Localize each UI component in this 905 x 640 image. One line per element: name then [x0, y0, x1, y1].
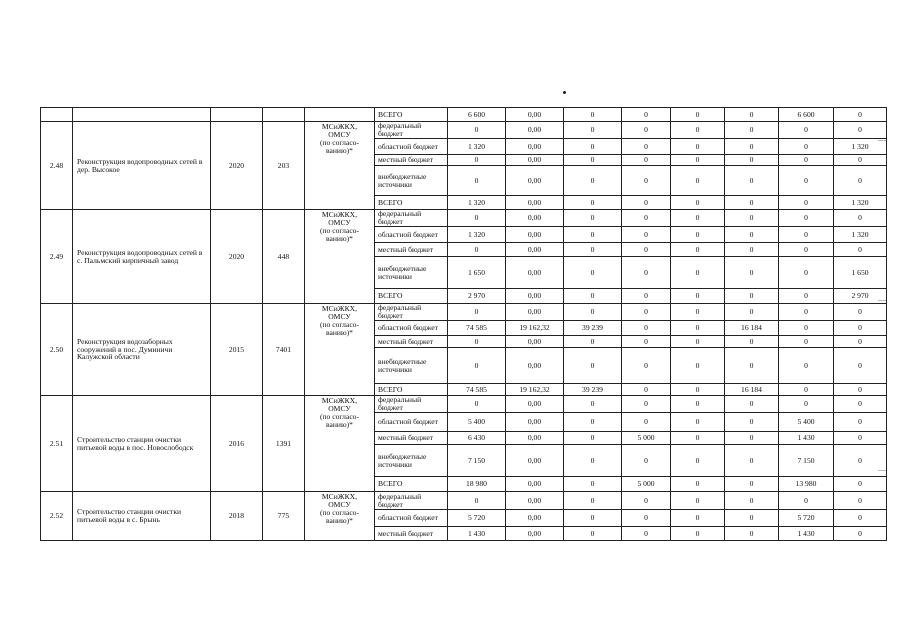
- project-name: Реконструкция водозаборных сооружений в пос. Думиничи Калужской области: [73, 304, 211, 396]
- value-cell: 0: [834, 304, 887, 321]
- value-cell: 0: [779, 492, 834, 510]
- value-cell: 0: [725, 257, 779, 289]
- funding-source: областной бюджет: [375, 139, 448, 155]
- value-cell: 0: [779, 257, 834, 289]
- value-cell: 0: [622, 289, 671, 304]
- value-cell: 0,00: [506, 243, 564, 257]
- value-cell: 5 720: [448, 510, 506, 527]
- value-cell: 0: [622, 122, 671, 139]
- value-cell: 0: [725, 166, 779, 196]
- value-cell: 0: [564, 510, 622, 527]
- value-cell: 0: [622, 196, 671, 210]
- value-cell: 0: [671, 336, 725, 348]
- value-cell: 0: [779, 155, 834, 166]
- value-cell: 0: [834, 413, 887, 432]
- value-cell: 0: [671, 243, 725, 257]
- funding-source: федеральный бюджет: [375, 304, 448, 321]
- value-cell: 0: [448, 122, 506, 139]
- value-cell: 0,00: [506, 432, 564, 445]
- value-cell: 0: [834, 510, 887, 527]
- value-cell: 0: [622, 445, 671, 477]
- value-cell: 74 585: [448, 321, 506, 336]
- project-name: Строительство станции очистки питьевой воды в пос. Новослободск: [73, 396, 211, 492]
- value-cell: 0: [671, 122, 725, 139]
- value-cell: 0: [834, 527, 887, 541]
- value-cell: 0: [725, 492, 779, 510]
- project-capacity: 775: [263, 492, 305, 541]
- value-cell: 0,00: [506, 477, 564, 492]
- value-cell: 0: [671, 432, 725, 445]
- value-cell: 0,00: [506, 210, 564, 227]
- value-cell: 0: [779, 243, 834, 257]
- value-cell: 1 320: [834, 196, 887, 210]
- value-cell: 0: [834, 492, 887, 510]
- empty-cell: [73, 108, 211, 122]
- value-cell: 0: [725, 396, 779, 413]
- executor-line: МСиЖКХ,: [321, 396, 358, 405]
- value-cell: 0: [622, 243, 671, 257]
- value-cell: 0,00: [506, 510, 564, 527]
- executor-line: ОМСУ: [328, 311, 351, 321]
- value-cell: 0: [671, 227, 725, 243]
- value-cell: 0: [725, 527, 779, 541]
- value-cell: 0: [834, 348, 887, 384]
- project-number: 2.52: [41, 492, 73, 541]
- executor-line: МСиЖКХ,: [321, 210, 358, 219]
- value-cell: 0: [448, 166, 506, 196]
- value-cell: 0: [448, 336, 506, 348]
- empty-cell: [263, 108, 305, 122]
- value-cell: 0: [671, 396, 725, 413]
- project-executor: [305, 492, 375, 541]
- value-cell: 0: [725, 289, 779, 304]
- value-cell: 0: [779, 384, 834, 396]
- value-cell: 1 320: [448, 227, 506, 243]
- project-year: 2020: [211, 210, 263, 304]
- value-cell: 2 970: [834, 289, 887, 304]
- value-cell: 0,00: [506, 527, 564, 541]
- value-cell: 0: [564, 243, 622, 257]
- value-cell: 0: [622, 304, 671, 321]
- value-cell: 0: [834, 166, 887, 196]
- value-cell: 0: [779, 210, 834, 227]
- funding-source: внебюджетные источники: [375, 445, 448, 477]
- project-executor: [305, 304, 375, 396]
- value-cell: 0: [622, 492, 671, 510]
- budget-table: [40, 107, 887, 541]
- executor-line: ОМСУ: [328, 499, 351, 509]
- value-cell: 0: [448, 492, 506, 510]
- value-cell: 0: [564, 492, 622, 510]
- project-executor: [305, 396, 375, 492]
- executor-line: (по согласо-: [319, 411, 360, 421]
- value-cell: 0: [622, 210, 671, 227]
- value-cell: 0: [564, 257, 622, 289]
- project-name: Строительство станции очистки питьевой воды в с. Брынь: [73, 492, 211, 541]
- value-cell: 0: [622, 396, 671, 413]
- value-cell: 0: [671, 257, 725, 289]
- value-cell: 0: [725, 336, 779, 348]
- value-cell: 0,00: [506, 304, 564, 321]
- value-cell: 1 320: [834, 139, 887, 155]
- value-cell: 0: [671, 321, 725, 336]
- value-cell: 0,00: [506, 166, 564, 196]
- value-cell: 0: [834, 155, 887, 166]
- value-cell: 0: [671, 348, 725, 384]
- value-cell: 0: [725, 477, 779, 492]
- scan-speck: [563, 91, 566, 94]
- value-cell: 0: [725, 108, 779, 122]
- value-cell: 1 320: [448, 139, 506, 155]
- value-cell: 0: [725, 122, 779, 139]
- value-cell: 0: [671, 384, 725, 396]
- value-cell: 0: [671, 492, 725, 510]
- value-cell: 0,00: [506, 396, 564, 413]
- value-cell: 0,00: [506, 155, 564, 166]
- value-cell: 0,00: [506, 108, 564, 122]
- project-number: 2.49: [41, 210, 73, 304]
- funding-source: областной бюджет: [375, 321, 448, 336]
- value-cell: 0: [671, 304, 725, 321]
- value-cell: 0: [564, 227, 622, 243]
- value-cell: 0: [448, 155, 506, 166]
- value-cell: 1 430: [779, 432, 834, 445]
- executor-line: ОМСУ: [328, 217, 351, 227]
- value-cell: 0: [448, 243, 506, 257]
- value-cell: 0: [564, 445, 622, 477]
- funding-source: федеральный бюджет: [375, 122, 448, 139]
- value-cell: 2 970: [448, 289, 506, 304]
- value-cell: 0: [564, 348, 622, 384]
- value-cell: 0: [622, 155, 671, 166]
- executor-line: (по согласо-: [319, 507, 360, 517]
- value-cell: 16 184: [725, 321, 779, 336]
- value-cell: 0: [725, 432, 779, 445]
- value-cell: 0: [834, 321, 887, 336]
- value-cell: 0,00: [506, 257, 564, 289]
- value-cell: 0,00: [506, 336, 564, 348]
- value-cell: 0: [564, 304, 622, 321]
- value-cell: 0: [725, 243, 779, 257]
- value-cell: 0: [834, 210, 887, 227]
- project-name: Реконструкция водопроводных сетей в с. Пальмский кирпичный завод: [73, 210, 211, 304]
- value-cell: 0: [779, 348, 834, 384]
- funding-source: федеральный бюджет: [375, 210, 448, 227]
- table-row: [41, 122, 887, 139]
- value-cell: 0: [779, 336, 834, 348]
- project-capacity: 1391: [263, 396, 305, 492]
- funding-source: внебюджетные источники: [375, 257, 448, 289]
- value-cell: 0: [779, 166, 834, 196]
- value-cell: 0: [779, 304, 834, 321]
- value-cell: 0: [834, 243, 887, 257]
- value-cell: 0,00: [506, 348, 564, 384]
- value-cell: 19 162,32: [506, 321, 564, 336]
- value-cell: 6 430: [448, 432, 506, 445]
- value-cell: 5 000: [622, 477, 671, 492]
- value-cell: 0: [671, 166, 725, 196]
- value-cell: 5 400: [448, 413, 506, 432]
- project-capacity: 7401: [263, 304, 305, 396]
- executor-line: ванию)*: [326, 145, 353, 155]
- value-cell: 0: [779, 396, 834, 413]
- value-cell: 1 650: [448, 257, 506, 289]
- project-year: 2015: [211, 304, 263, 396]
- value-cell: 0: [834, 396, 887, 413]
- value-cell: 0: [834, 445, 887, 477]
- value-cell: 0,00: [506, 122, 564, 139]
- funding-source: ВСЕГО: [375, 477, 448, 492]
- value-cell: 0: [671, 139, 725, 155]
- value-cell: 0: [622, 413, 671, 432]
- value-cell: 18 980: [448, 477, 506, 492]
- value-cell: 0: [622, 527, 671, 541]
- value-cell: 0: [622, 336, 671, 348]
- value-cell: 0: [725, 445, 779, 477]
- value-cell: 0: [564, 196, 622, 210]
- value-cell: 0: [725, 227, 779, 243]
- table-row: [41, 210, 887, 227]
- value-cell: 0: [779, 321, 834, 336]
- value-cell: 0,00: [506, 445, 564, 477]
- funding-source: внебюджетные источники: [375, 348, 448, 384]
- executor-line: (по согласо-: [319, 319, 360, 329]
- value-cell: 0,00: [506, 413, 564, 432]
- funding-source: ВСЕГО: [375, 384, 448, 396]
- value-cell: 0: [564, 527, 622, 541]
- funding-source: ВСЕГО: [375, 196, 448, 210]
- value-cell: 0: [834, 122, 887, 139]
- value-cell: 0: [671, 477, 725, 492]
- value-cell: 0: [448, 304, 506, 321]
- value-cell: 0: [564, 122, 622, 139]
- value-cell: 1 320: [448, 196, 506, 210]
- value-cell: 0: [622, 348, 671, 384]
- executor-line: ОМСУ: [328, 403, 351, 413]
- project-year: 2018: [211, 492, 263, 541]
- value-cell: 6 600: [779, 108, 834, 122]
- value-cell: 0: [779, 196, 834, 210]
- table-row: [41, 396, 887, 413]
- value-cell: 1 430: [448, 527, 506, 541]
- funding-source: местный бюджет: [375, 336, 448, 348]
- value-cell: 0: [622, 384, 671, 396]
- value-cell: 1 650: [834, 257, 887, 289]
- value-cell: 5 400: [779, 413, 834, 432]
- executor-line: ванию)*: [326, 515, 353, 525]
- value-cell: 0: [564, 396, 622, 413]
- project-capacity: 448: [263, 210, 305, 304]
- value-cell: 0,00: [506, 492, 564, 510]
- value-cell: 0: [671, 413, 725, 432]
- project-name: Реконструкция водопроводных сетей в дер. Высокое: [73, 122, 211, 210]
- value-cell: 0: [834, 336, 887, 348]
- funding-source: ВСЕГО: [375, 289, 448, 304]
- executor-line: МСиЖКХ,: [321, 122, 358, 131]
- value-cell: 0: [725, 196, 779, 210]
- value-cell: 16 184: [725, 384, 779, 396]
- funding-source: областной бюджет: [375, 510, 448, 527]
- value-cell: 0: [779, 122, 834, 139]
- value-cell: 39 239: [564, 321, 622, 336]
- value-cell: 0: [725, 304, 779, 321]
- funding-source: федеральный бюджет: [375, 396, 448, 413]
- value-cell: 0: [564, 166, 622, 196]
- funding-source: внебюджетные источники: [375, 166, 448, 196]
- table-row: [41, 492, 887, 510]
- value-cell: 0: [725, 413, 779, 432]
- executor-line: МСиЖКХ,: [321, 304, 358, 313]
- funding-source: ВСЕГО: [375, 108, 448, 122]
- value-cell: 19 162,32: [506, 384, 564, 396]
- funding-source: федеральный бюджет: [375, 492, 448, 510]
- value-cell: 0: [725, 155, 779, 166]
- project-year: 2016: [211, 396, 263, 492]
- value-cell: 1 430: [779, 527, 834, 541]
- value-cell: 0,00: [506, 227, 564, 243]
- value-cell: 0: [834, 432, 887, 445]
- value-cell: 0: [834, 384, 887, 396]
- value-cell: 0: [725, 510, 779, 527]
- value-cell: 0: [622, 257, 671, 289]
- value-cell: 13 980: [779, 477, 834, 492]
- value-cell: 7 150: [779, 445, 834, 477]
- value-cell: 0: [671, 210, 725, 227]
- executor-line: МСиЖКХ,: [321, 492, 358, 501]
- value-cell: 0: [564, 432, 622, 445]
- value-cell: 7 150: [448, 445, 506, 477]
- value-cell: 0: [671, 108, 725, 122]
- value-cell: 0: [622, 321, 671, 336]
- value-cell: 0: [725, 348, 779, 384]
- table-row: [41, 304, 887, 321]
- value-cell: 0: [564, 155, 622, 166]
- value-cell: 0: [671, 155, 725, 166]
- value-cell: 0: [564, 289, 622, 304]
- funding-source: местный бюджет: [375, 243, 448, 257]
- value-cell: 0: [564, 210, 622, 227]
- value-cell: 74 585: [448, 384, 506, 396]
- value-cell: 0: [448, 210, 506, 227]
- value-cell: 0: [671, 445, 725, 477]
- value-cell: 0: [622, 510, 671, 527]
- value-cell: 0: [725, 210, 779, 227]
- value-cell: 0: [671, 527, 725, 541]
- value-cell: 5 000: [622, 432, 671, 445]
- executor-line: ванию)*: [326, 327, 353, 337]
- value-cell: 0: [622, 166, 671, 196]
- value-cell: 0: [564, 413, 622, 432]
- value-cell: 0: [564, 336, 622, 348]
- empty-cell: [41, 108, 73, 122]
- executor-line: (по согласо-: [319, 137, 360, 147]
- empty-cell: [305, 108, 375, 122]
- executor-line: ванию)*: [326, 233, 353, 243]
- funding-source: местный бюджет: [375, 432, 448, 445]
- value-cell: 0: [671, 289, 725, 304]
- value-cell: 0,00: [506, 139, 564, 155]
- value-cell: 0: [834, 477, 887, 492]
- project-executor: [305, 122, 375, 210]
- value-cell: 0: [564, 108, 622, 122]
- project-number: 2.50: [41, 304, 73, 396]
- executor-line: ванию)*: [326, 419, 353, 429]
- funding-source: областной бюджет: [375, 413, 448, 432]
- value-cell: 0: [622, 108, 671, 122]
- project-year: 2020: [211, 122, 263, 210]
- value-cell: 0: [448, 396, 506, 413]
- value-cell: 39 239: [564, 384, 622, 396]
- value-cell: 1 320: [834, 227, 887, 243]
- value-cell: 0: [725, 139, 779, 155]
- funding-source: местный бюджет: [375, 155, 448, 166]
- value-cell: 0: [564, 477, 622, 492]
- project-executor: [305, 210, 375, 304]
- value-cell: 5 720: [779, 510, 834, 527]
- value-cell: 0: [671, 196, 725, 210]
- funding-source: областной бюджет: [375, 227, 448, 243]
- executor-line: ОМСУ: [328, 129, 351, 139]
- empty-cell: [211, 108, 263, 122]
- value-cell: 0: [448, 348, 506, 384]
- value-cell: 0: [779, 289, 834, 304]
- value-cell: 6 600: [448, 108, 506, 122]
- executor-line: (по согласо-: [319, 225, 360, 235]
- value-cell: 0: [564, 139, 622, 155]
- value-cell: 0: [671, 510, 725, 527]
- project-number: 2.51: [41, 396, 73, 492]
- carry-over-row: [41, 108, 887, 122]
- value-cell: 0: [622, 139, 671, 155]
- project-capacity: 203: [263, 122, 305, 210]
- project-number: 2.48: [41, 122, 73, 210]
- value-cell: 0: [779, 227, 834, 243]
- value-cell: 0,00: [506, 289, 564, 304]
- value-cell: 0: [622, 227, 671, 243]
- value-cell: 0: [779, 139, 834, 155]
- value-cell: 0: [834, 108, 887, 122]
- funding-source: местный бюджет: [375, 527, 448, 541]
- value-cell: 0,00: [506, 196, 564, 210]
